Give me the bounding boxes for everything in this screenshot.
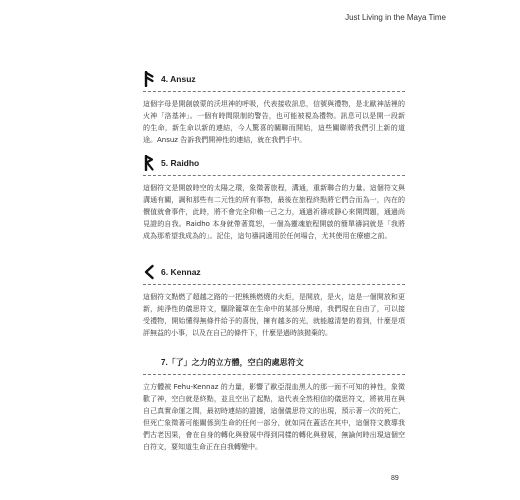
section-blank-rune — [143, 355, 405, 453]
section-body: 這個字母是開創啟蒙的沃坦神的呼吸，代表接收訊息，信號與禮物，是北歐神話裡的火神「洛基神」。一個有時間限制的警告，也可能被視為禮物。訊息可以是開一段新的生命，新生命以新的連結，今人驚喜的關聯而開始，這些關聯將我們引上新的道途。Ansuz 告訴我們開神性的連結，就在我們手中。 — [143, 100, 405, 144]
section-title-row — [143, 263, 405, 281]
ansuz-rune-icon — [143, 71, 155, 87]
dashed-divider — [143, 284, 405, 285]
running-head: Just Living in the Maya Time — [345, 13, 446, 22]
section-kennaz — [143, 263, 405, 339]
section-title: 4. Ansuz — [161, 74, 196, 84]
section-title-row — [143, 70, 405, 88]
dashed-divider — [143, 175, 405, 176]
dashed-divider — [143, 374, 405, 375]
kennaz-rune-icon — [143, 264, 155, 280]
section-body: 這個符文點燃了超越之路的一把熊熊燃燒的火炬，是開放，是火，這是一個開放和更新，純淨性的儀思符文，驅除籠罩在生命中的某部分黑暗，我們現在自由了，可以接受禮物，開始懂得無條件給予的喜悅，擁有越多的光，就能越清楚的看到，什麼是項評無益的小事，以及在自己的條件下，什麼是過時該拋棄的。 — [143, 293, 405, 337]
raidho-rune-icon — [143, 155, 155, 171]
page-number: 89 — [391, 475, 399, 482]
section-title: 7.「了」之力的立方體，空白的處思符文 — [161, 358, 304, 367]
dashed-divider — [143, 91, 405, 92]
section-body: 這個符文是開啟時空的太陽之環，象徵著旅程，溝通，重新聯合的力量。這個符文與溝通有關，調和那些有二元性的所有事物，最後在旅程終點將它們合而為一，內在的價值就會事件，此時，將不會完全仰賴一己之力，通過祈禱或靜心來開問題，通過尚見證的自我。Raidho 本身就帶著寬恕，一個為靈魂旅程開啟的簡單禱詞就是「我將成為那希望我成為的」。記住，這句禱詞適用於任何場合，尤其使用在療癒之前。 — [143, 184, 405, 240]
section-title: 6. Kennaz — [161, 267, 201, 277]
section-body: 立方體被 Fehu-Kennaz 的力量，影響了歐亞混血黑人的那一面不可知的神性，象徵歡了神，空白就是終點，並且空出了起點，這代表全然相信的儀思符文，將被用在與自己真實命運之間，最初時連結的證據，這個儀思符文的出現，預示著一次的死亡，但死亡象徵著可能關係到生命的任何一部分，就如同在蓋活在其中，這個符文教導我們古老因果，會在自身的轉化與發展中得到同樣的轉化與發展，無論何時出現這個空白符文，要知道生命正在自我轉變中。 — [143, 383, 405, 451]
section-raidho — [143, 154, 405, 242]
section-title: 5. Raidho — [161, 158, 200, 168]
section-ansuz — [143, 70, 405, 146]
section-title-row — [143, 154, 405, 172]
